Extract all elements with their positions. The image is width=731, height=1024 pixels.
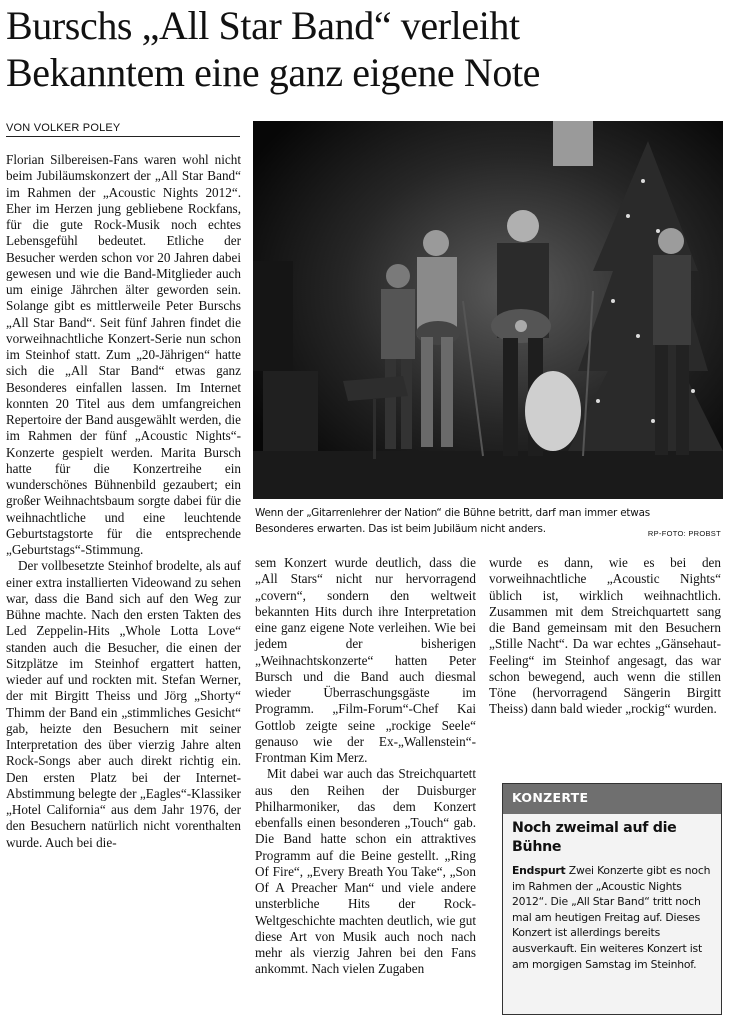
concert-photo-illustration	[253, 121, 723, 499]
paragraph: wurde es dann, wie es bei den vorweihnachtliche „Acoustic Nights“ üblich ist, wirklich weihnachtlich. Zusammen mit dem Streichquartett sang die Band gemeinsam mit den Besuchern „Stille Nacht“. Da war echtes „Gänsehaut-Feeling“ im Steinhof angesagt, das war schon bewegend, auch wenn die stillen Töne (hervorragend Sängerin Birgitt Theiss) dann bald wieder „rockig“ wurden.	[489, 555, 721, 717]
paragraph: Der vollbesetzte Steinhof brodelte, als auf einer extra installierten Videowand zu sehen war, dass die Band sich auf den Weg zur Bühne machte. Nach den ersten Takten des Led Zeppelin-Hits „Whole Lotta Love“ standen auch die Besucher, die einen der Sitzplätze im Steinhof ergattert hatten, wieder auf und rockten mit. Stefan Werner, der mit Birgitt Theiss und Jörg „Shorty“ Thimm der Band ein „stimmliches Gesicht“ gab, heizte den Besuchern mit seiner Interpretation des über vierzig Jahre alten Rock-Songs aber auch direkt richtig ein. Den ersten Platz bei der Internet-Abstimmung belegte der „Eagles“-Klassiker „Hotel California“ aus dem Jahr 1976, der den Besuchern natürlich nicht vorenthalten wurde. Auch bei die-	[6, 558, 241, 850]
concert-photo	[253, 121, 723, 499]
article-column-2	[255, 555, 476, 978]
article-column-1	[6, 152, 241, 851]
headline-line-2: Bekanntem eine ganz eigene Note	[6, 50, 541, 95]
info-box-label: KONZERTE	[503, 784, 721, 814]
article-column-3	[489, 555, 721, 718]
paragraph: Mit dabei war auch das Streichquartett aus den Reihen der Duisburger Philharmoniker, das dem Konzert ebenfalls einen besonderen „Touch“ gab. Die Band hatte schon ein attraktives Programm auf die Beine gestellt. „Ring Of Fire“, „Every Breath You Take“, „Son Of A Preacher Man“ und viele andere unsterbliche Hits der Rock-Weltgeschichte machten deutlich, wie gut diese Art von Musik auch noch nach mehr als vierzig Jahren bei den Fans ankommt. Nach vielen Zugaben	[255, 766, 476, 977]
paragraph: sem Konzert wurde deutlich, dass die „All Stars“ nicht nur hervorragend „covern“, sondern den weltweit bekannten Hits durch ihre Interpretation eine ganz eigene Note verleihen. Wie bei jedem der bisherigen „Weihnachtskonzerte“ hatten Peter Bursch und die Band auch diesmal wieder Überraschungsgäste im Programm. „Film-Forum“-Chef Kai Gottlob zeigte seine „rockige Seele“ genauso wie der Ex-„Wallenstein“-Frontman Kim Merz.	[255, 555, 476, 765]
headline	[6, 2, 726, 96]
paragraph: Florian Silbereisen-Fans waren wohl nicht beim Jubiläumskonzert der „All Star Band“ im Rahmen der „Acoustic Nights 2012“. Eher im Herzen jung gebliebene Rockfans, für die gute Rock-Musik noch echtes Lebensgefühl bedeutet. Etliche der Besucher werden schon vor 20 Jahren dabei gewesen und wie die Band-Mitglieder auch um einige Jährchen älter geworden sein. Solange gibt es mittlerweile Peter Burschs „All Star Band“. Seit fünf Jahren findet die vorweihnachtliche Konzert-Serie nun schon im Steinhof statt. Zum „20-Jährigen“ hatte sich die „All Star Band“ etwas ganz Besonderes einfallen lassen. Im Internet konnten 20 Titel aus dem umfangreichen Repertoire der Band ausgewählt werden, die im Rahmen der fünf „Acoustic Nights“-Konzerte gespielt werden. Marita Bursch hatte für die Konzertreihe ein wunderschönes Bühnenbild gezaubert; ein großer Weihnachtsbaum sorgte dabei für die weihnachtliche und eine leuchtende Geburtstagstorte für die entsprechende „Geburtstags“-Stimmung.	[6, 152, 241, 557]
info-box-body	[503, 859, 721, 976]
photo-credit: RP-FOTO: PROBST	[647, 529, 721, 538]
caption-line-2: Besonderes erwarten. Das ist beim Jubiläum nicht anders.	[255, 523, 546, 535]
byline: VON VOLKER POLEY	[6, 122, 240, 137]
headline-line-1: Burschs „All Star Band“ verleiht	[6, 3, 520, 48]
info-box-text: Zwei Konzerte gibt es noch im Rahmen der „Acoustic Nights 2012“. Die „All Star Band“ tritt noch mal am heutigen Freitag auf. Dieses Konzert ist allerdings bereits ausverkauft. Ein weiteres Konzert ist am morgigen Samstag im Steinhof.	[512, 864, 711, 971]
caption-line-1: Wenn der „Gitarrenlehrer der Nation“ die Bühne betritt, darf man immer etwas	[255, 507, 650, 519]
info-box-title: Noch zweimal auf die Bühne	[512, 820, 677, 855]
info-box-lead: Endspurt	[512, 864, 566, 877]
info-box	[502, 783, 722, 1015]
